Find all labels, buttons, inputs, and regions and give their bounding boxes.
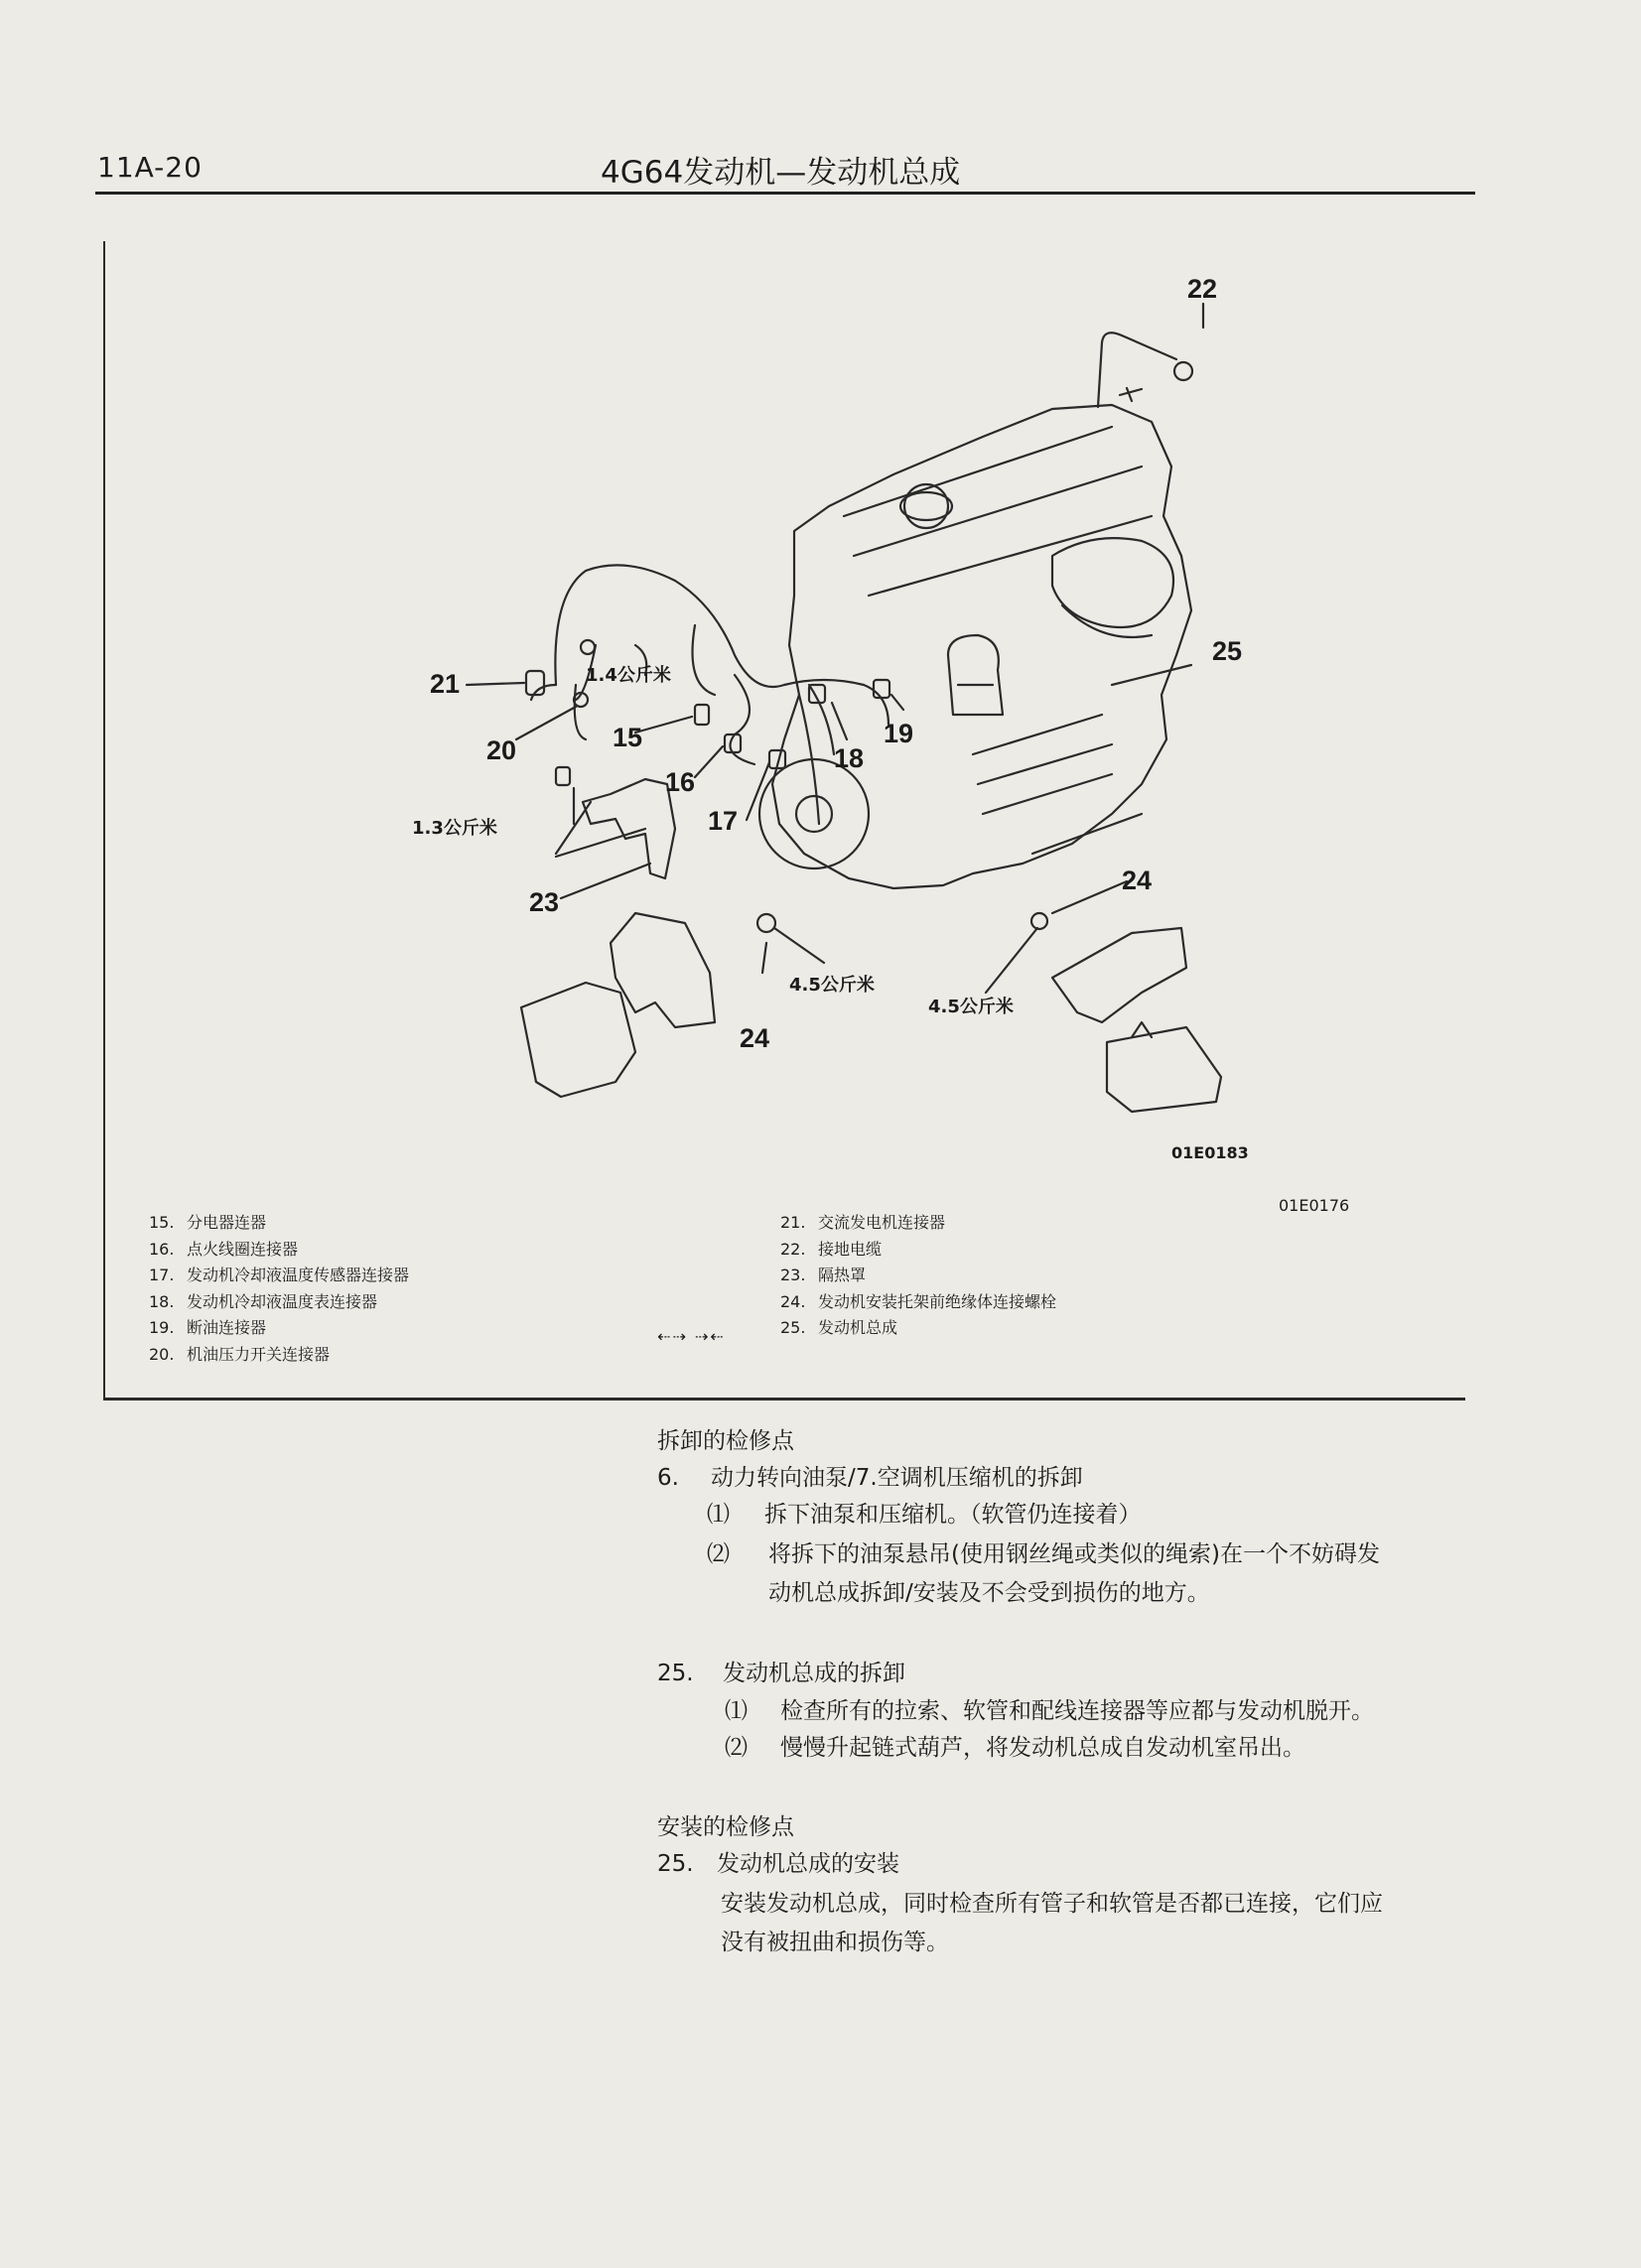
legend-item — [780, 1263, 1056, 1289]
oil-cap-rim — [900, 492, 952, 520]
bolt-14 — [581, 640, 595, 654]
legend-num: 25. — [780, 1318, 806, 1337]
ground-cable — [1098, 333, 1176, 407]
install25-text-line1: 安装发动机总成，同时检查所有管子和软管是否都已连接，它们应 — [721, 1891, 1383, 1917]
torque-3: 4.5公斤米 — [789, 975, 875, 996]
callout-25: 25 — [1211, 636, 1243, 666]
legend-item — [780, 1315, 1056, 1342]
legend-text: 点火线圈连接器 — [187, 1239, 299, 1259]
item6-step2-line2: 动机总成拆卸/安装及不会受到损伤的地方。 — [768, 1580, 1210, 1606]
legend-item — [780, 1237, 1056, 1264]
engine-cover-lines — [844, 427, 1152, 596]
arrow-symbols-icon: ⇠⇢ ⇢⇠ — [657, 1327, 726, 1346]
mount-bolt-right — [1031, 913, 1047, 929]
figure-code-inner: 01E0183 — [1171, 1143, 1249, 1162]
legend-right — [780, 1210, 1056, 1342]
ground-cable-eye — [1174, 362, 1192, 380]
item25-step1-num: ⑴ — [725, 1698, 748, 1724]
legend-num: 19. — [149, 1318, 175, 1337]
page-number: 11A-20 — [97, 151, 203, 184]
install25-num: 25. — [657, 1851, 694, 1877]
legend-item — [780, 1210, 1056, 1237]
callout-22: 22 — [1186, 274, 1218, 304]
item6-title: 动力转向油泵/7.空调机压缩机的拆卸 — [711, 1465, 1083, 1491]
front-pulley-hub — [796, 796, 832, 832]
legend-left — [149, 1210, 409, 1368]
legend-num: 16. — [149, 1239, 175, 1259]
legend-num: 17. — [149, 1266, 175, 1284]
mount-bracket-right — [1052, 928, 1186, 1022]
legend-text: 分电器连器 — [187, 1213, 267, 1232]
legend-num: 22. — [780, 1239, 806, 1259]
legend-item — [149, 1342, 409, 1369]
legend-item — [149, 1263, 409, 1289]
callout-24-right: 24 — [1121, 866, 1153, 895]
legend-num: 18. — [149, 1291, 175, 1311]
legend-num: 20. — [149, 1344, 175, 1364]
ground-bolt — [1120, 388, 1142, 401]
callout-20: 20 — [485, 735, 517, 765]
callout-24-left: 24 — [739, 1023, 770, 1053]
figure-code-outer: 01E0176 — [1279, 1196, 1350, 1215]
callout-18: 18 — [833, 743, 865, 773]
callout-19: 19 — [883, 719, 914, 748]
legend-text: 交流发电机连接器 — [818, 1213, 946, 1232]
item6-num: 6. — [657, 1465, 679, 1491]
mount-bracket-left — [521, 913, 715, 1097]
callout-17: 17 — [707, 806, 739, 836]
item6-step2-line1: 将拆下的油泵悬吊(使用钢丝绳或类似的绳索)在一个不妨碍发 — [768, 1541, 1380, 1567]
torque-2: 1.3公斤米 — [412, 818, 497, 839]
legend-text: 隔热罩 — [818, 1266, 867, 1284]
item25-step2-num: ⑵ — [725, 1735, 748, 1761]
manifold — [1052, 538, 1173, 637]
item6-step2-num: ⑵ — [707, 1541, 730, 1567]
legend-text: 发动机冷却液温度传感器连接器 — [187, 1266, 410, 1284]
item6-step1: 拆下油泵和压缩机。（软管仍连接着） — [764, 1502, 1142, 1528]
page-title: 4G64发动机—发动机总成 — [601, 155, 961, 191]
legend-text: 发动机安装托架前绝缘体连接螺栓 — [818, 1291, 1057, 1311]
legend-text: 发动机冷却液温度表连接器 — [187, 1291, 378, 1311]
install25-title: 发动机总成的安装 — [717, 1851, 899, 1877]
callout-15: 15 — [612, 723, 643, 752]
legend-text: 发动机总成 — [818, 1318, 898, 1337]
torque-1: 1.4公斤米 — [586, 665, 671, 686]
legend-num: 21. — [780, 1213, 806, 1232]
block-ribs — [973, 715, 1142, 854]
install25-text-line2: 没有被扭曲和损伤等。 — [721, 1930, 949, 1955]
heat-shield — [583, 779, 675, 878]
item25-step1: 检查所有的拉索、软管和配线连接器等应都与发动机脱开。 — [780, 1698, 1374, 1724]
item6-step1-num: ⑴ — [707, 1502, 730, 1528]
wiring-harness — [555, 565, 889, 824]
connector-15 — [695, 705, 709, 725]
install-heading: 安装的检修点 — [657, 1814, 794, 1840]
callout-16: 16 — [664, 767, 696, 797]
legend-item — [149, 1210, 409, 1237]
mount-bolt-left — [757, 914, 775, 932]
torque-4: 4.5公斤米 — [928, 997, 1014, 1017]
legend-num: 15. — [149, 1213, 175, 1232]
legend-text: 接地电缆 — [818, 1239, 883, 1259]
legend-item — [149, 1315, 409, 1342]
thermostat-housing — [948, 635, 1003, 715]
legend-item — [149, 1289, 409, 1316]
removal-heading: 拆卸的检修点 — [657, 1428, 794, 1454]
connector-19 — [874, 680, 889, 698]
mount-insulator-right — [1107, 1022, 1221, 1112]
callout-23: 23 — [528, 887, 560, 917]
heat-shield-bolt — [556, 767, 570, 785]
legend-item — [149, 1237, 409, 1264]
legend-text: 机油压力开关连接器 — [187, 1344, 331, 1364]
oil-cap — [904, 484, 948, 528]
legend-num: 23. — [780, 1266, 806, 1284]
callout-21: 21 — [429, 669, 461, 699]
engine-block — [772, 405, 1191, 888]
item25-title: 发动机总成的拆卸 — [723, 1661, 905, 1686]
item25-num: 25. — [657, 1661, 694, 1686]
legend-num: 24. — [780, 1291, 806, 1311]
item25-step2: 慢慢升起链式葫芦，将发动机总成自发动机室吊出。 — [780, 1735, 1305, 1761]
legend-text: 断油连接器 — [187, 1318, 267, 1337]
legend-item — [780, 1289, 1056, 1316]
